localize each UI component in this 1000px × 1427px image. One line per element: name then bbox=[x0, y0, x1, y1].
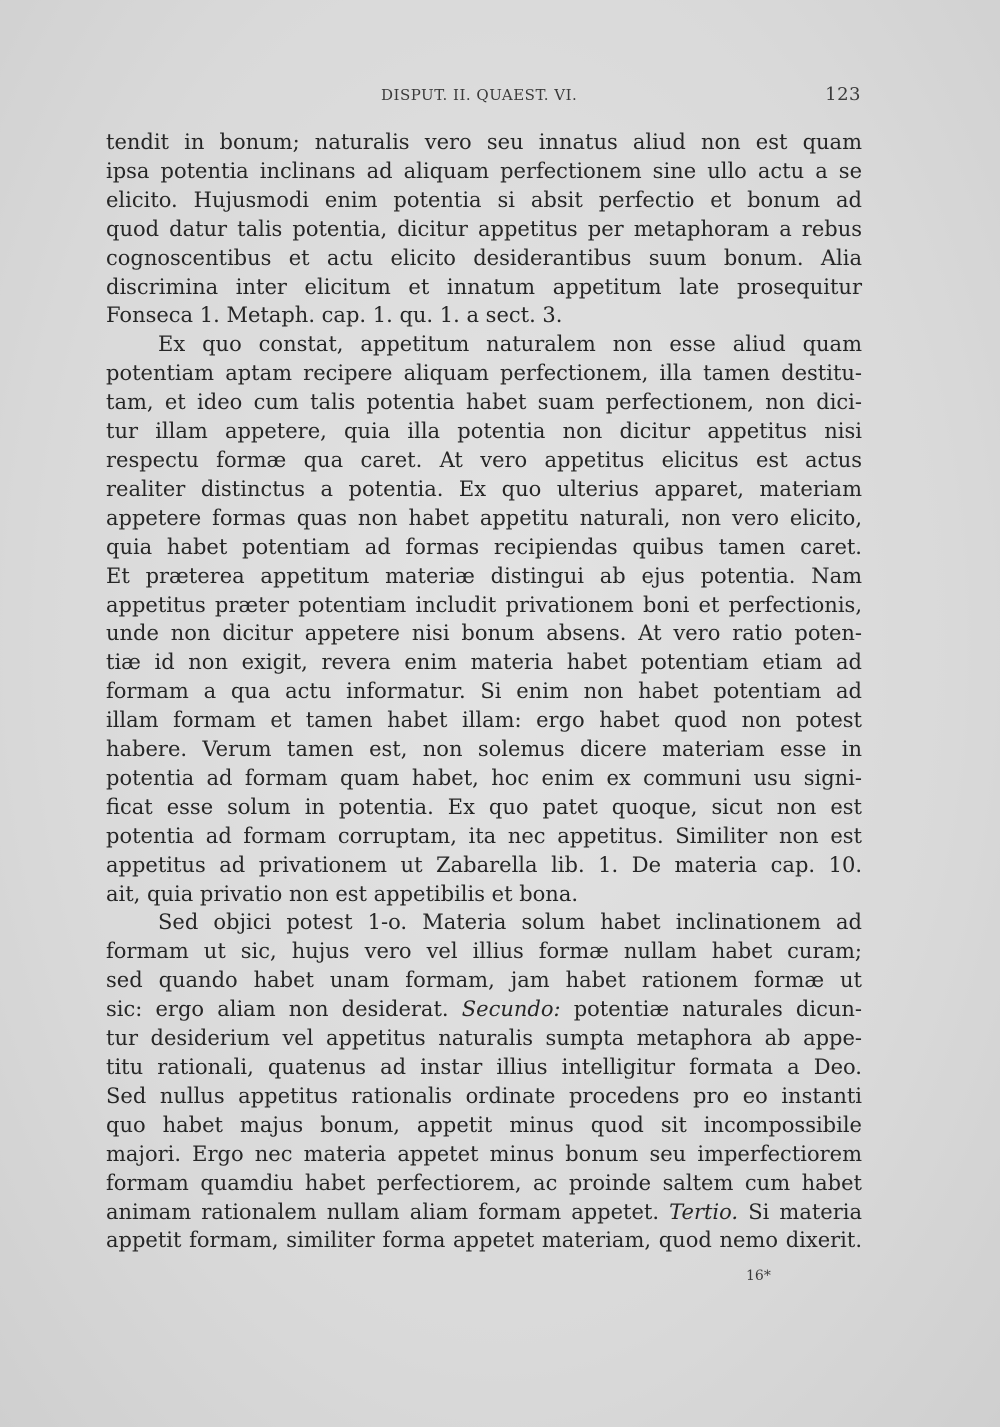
text-line: formam ut sic, hujus vero vel illius formæ nullam habet curam; bbox=[106, 939, 862, 964]
text-line: tur illam appetere, quia illa potentia non dicitur appetitus nisi bbox=[106, 419, 862, 444]
text-line: majori. Ergo nec materia appetet minus bonum seu imperfectiorem bbox=[106, 1141, 862, 1166]
text-line: tendit in bonum; naturalis vero seu innatus aliud non est quam bbox=[106, 130, 862, 154]
text-line: appetit formam, similiter forma appetet materiam, quod nemo dixerit. bbox=[106, 1228, 862, 1253]
text-line: ipsa potentia inclinans ad aliquam perfectionem sine ullo actu a se bbox=[106, 158, 862, 183]
text-line: cognoscentibus et actu elicito desiderantibus suum bonum. Alia bbox=[106, 245, 862, 270]
text-line: appetitus præter potentiam includit privationem boni et perfectionis, bbox=[106, 592, 862, 617]
text-line: appetere formas quas non habet appetitu naturali, non vero elicito, bbox=[106, 505, 862, 530]
text-line: sed quando habet unam formam, jam habet rationem formæ ut bbox=[106, 968, 862, 993]
text-line: tur desiderium vel appetitus naturalis sumpta metaphora ab appe- bbox=[106, 1026, 862, 1051]
text-line: quod datur talis potentia, dicitur appetitus per metaphoram a rebus bbox=[106, 216, 862, 241]
text-line: illam formam et tamen habet illam: ergo habet quod non potest bbox=[106, 708, 862, 733]
text-line: potentia ad formam quam habet, hoc enim ex communi usu signi- bbox=[106, 765, 862, 790]
text-line: quo habet majus bonum, appetit minus quod sit incompossibile bbox=[106, 1112, 862, 1137]
text-line bbox=[106, 995, 862, 1024]
text-line: appetitus ad privationem ut Zabarella lib. 1. De materia cap. 10. bbox=[106, 852, 862, 877]
text-segment: potentiæ naturales dicun- bbox=[560, 997, 862, 1022]
running-title: DISPUT. II. QUAEST. VI. bbox=[381, 86, 578, 104]
text-line: respectu formæ qua caret. At vero appetitus elicitus est actus bbox=[106, 447, 862, 472]
text-line: ficat esse solum in potentia. Ex quo patet quoque, sicut non est bbox=[106, 794, 862, 819]
text-line: ait, quia privatio non est appetibilis et bona. bbox=[106, 881, 579, 906]
text-line: elicito. Hujusmodi enim potentia si absit perfectio et bonum ad bbox=[106, 187, 862, 212]
text-line: realiter distinctus a potentia. Ex quo ulterius apparet, materiam bbox=[106, 476, 862, 501]
running-head bbox=[106, 82, 861, 106]
text-line: Fonseca 1. Metaph. cap. 1. qu. 1. a sect. 3. bbox=[106, 303, 563, 328]
text-line: potentiam aptam recipere aliquam perfectionem, illa tamen destitu- bbox=[106, 361, 862, 386]
text-line: unde non dicitur appetere nisi bonum absens. At vero ratio poten- bbox=[106, 621, 862, 646]
text-line: discrimina inter elicitum et innatum appetitum late prosequitur bbox=[106, 274, 862, 299]
text-segment: Si materia bbox=[738, 1199, 862, 1224]
text-line: habere. Verum tamen est, non solemus dicere materiam esse in bbox=[106, 737, 862, 762]
text-line: potentia ad formam corruptam, ita nec appetitus. Similiter non est bbox=[106, 823, 862, 848]
text-line: titu rationali, quatenus ad instar illius intelligitur formata a Deo. bbox=[106, 1055, 862, 1079]
text-line: Sed objici potest 1-o. Materia solum habet inclinationem ad bbox=[158, 910, 862, 935]
signature-mark: 16* bbox=[746, 1268, 771, 1284]
text-line: Sed nullus appetitus rationalis ordinate procedens pro eo instanti bbox=[106, 1083, 862, 1108]
text-line: Et præterea appetitum materiæ distingui ab ejus potentia. Nam bbox=[106, 563, 862, 588]
text-line: tiæ id non exigit, revera enim materia habet potentiam etiam ad bbox=[106, 650, 862, 675]
emphasis-tertio: Tertio. bbox=[669, 1199, 739, 1224]
text-line: Ex quo constat, appetitum naturalem non esse aliud quam bbox=[158, 332, 862, 357]
text-line: quia habet potentiam ad formas recipiendas quibus tamen caret. bbox=[106, 534, 862, 559]
text-line: formam quamdiu habet perfectiorem, ac proinde saltem cum habet bbox=[106, 1170, 862, 1195]
body-text bbox=[106, 128, 862, 1255]
text-line bbox=[106, 1198, 862, 1227]
emphasis-secundo: Secundo: bbox=[461, 997, 561, 1022]
text-segment: animam rationalem nullam aliam formam appetet. bbox=[106, 1199, 670, 1224]
text-line: formam a qua actu informatur. Si enim non habet potentiam ad bbox=[106, 679, 862, 704]
text-segment: sic: ergo aliam non desiderat. bbox=[106, 997, 462, 1022]
text-line: tam, et ideo cum talis potentia habet suam perfectionem, non dici- bbox=[106, 390, 862, 415]
page-number: 123 bbox=[825, 84, 861, 105]
